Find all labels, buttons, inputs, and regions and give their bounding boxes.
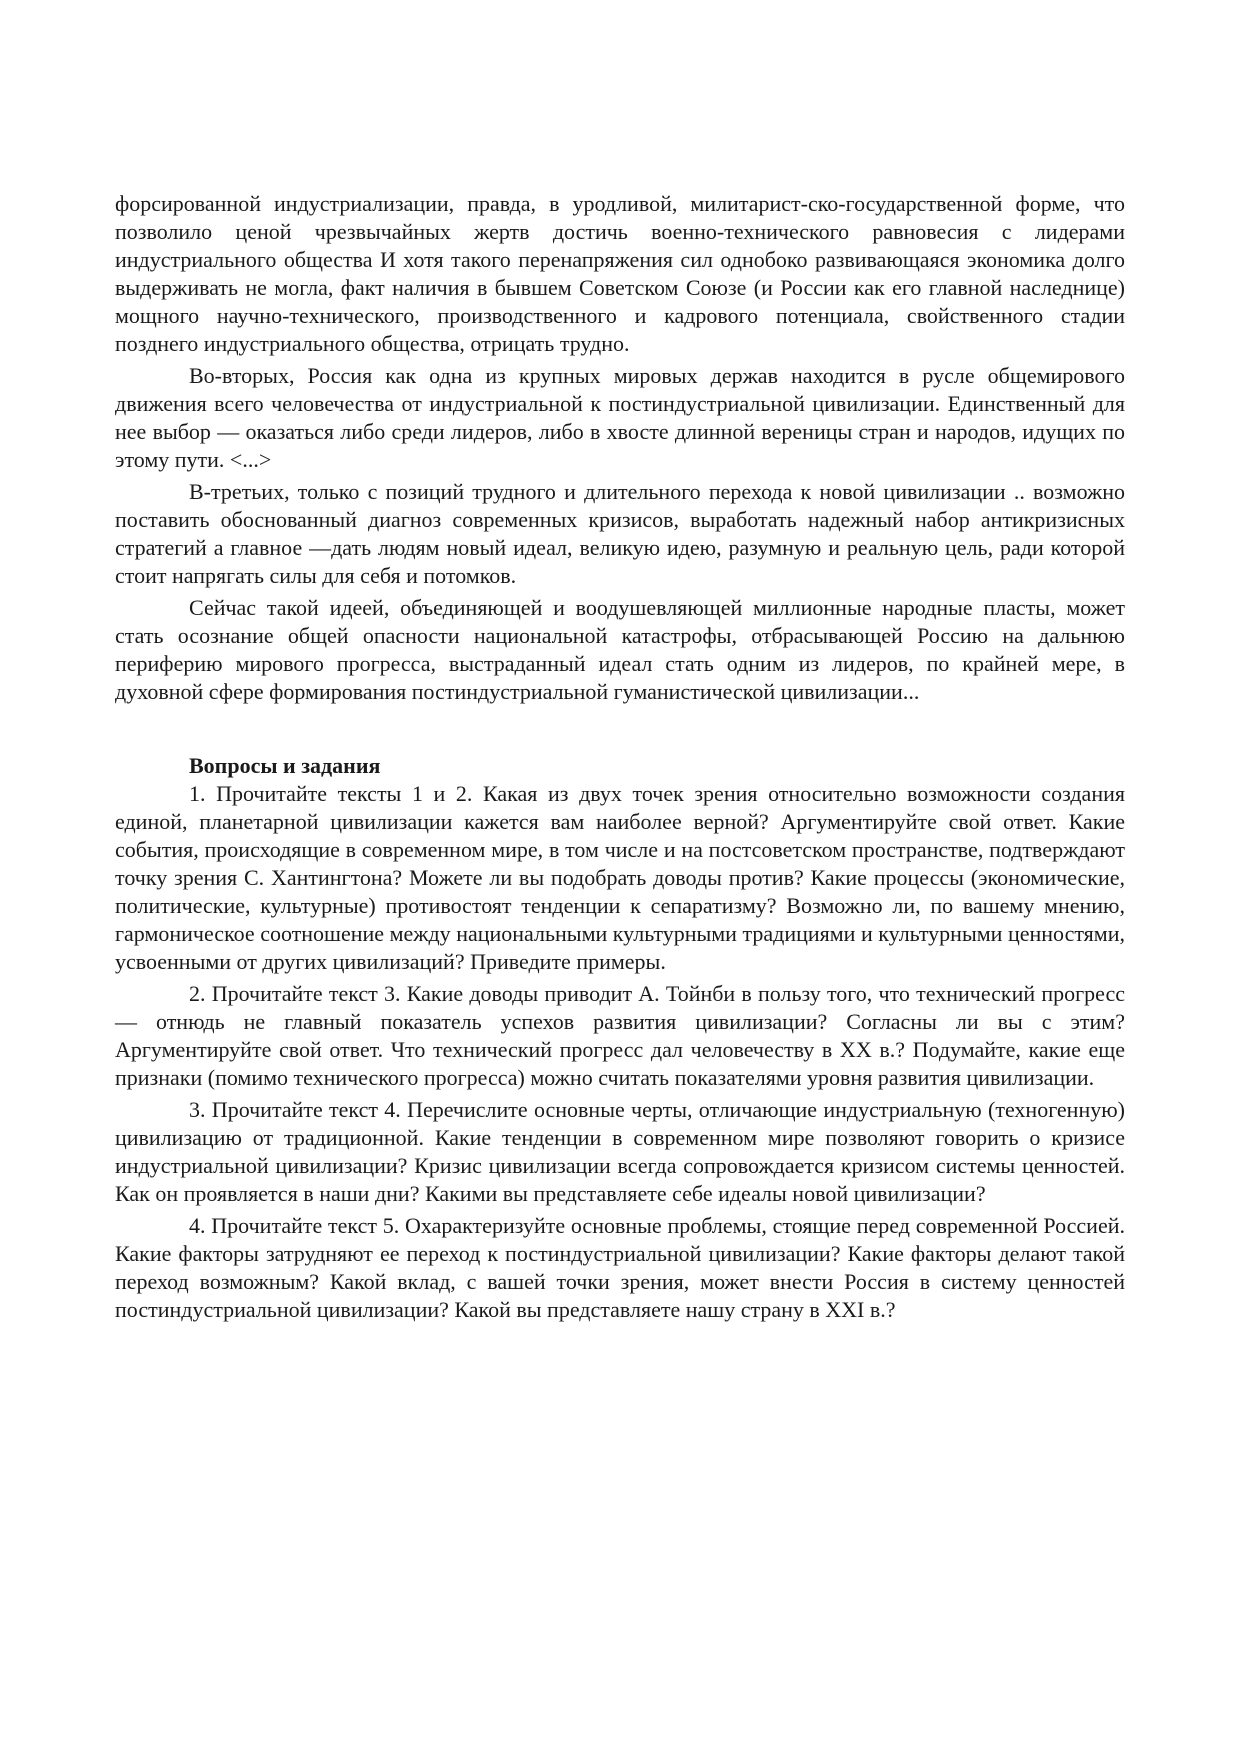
body-paragraph: Сейчас такой идеей, объединяющей и воодушевляющей миллионные народные пласты, может стать осознание общей опасности национальной катастрофы, отбрасывающей Россию на дальнюю периферию мирового прогресса, выстраданный идеал стать одним из лидеров, по крайней мере, в духовной сфере формирования постиндустриальной гуманистической цивилизации... [115, 595, 1125, 704]
question-item: 4. Прочитайте текст 5. Охарактеризуйте основные проблемы, стоящие перед современной Россией. Какие факторы затрудняют ее переход к постиндустриальной цивилизации? Какие факторы делают такой переход возможным? Какой вклад, с вашей точки зрения, может внести Россия в систему ценностей постиндустриальной цивилизации? Какой вы представляете нашу страну в XXI в.? [115, 1213, 1125, 1322]
body-paragraph: форсированной индустриализации, правда, в уродливой, милитарист-ско-государственной форме, что позволило ценой чрезвычайных жертв достичь военно-технического равновесия с лидерами индустриального общества И хотя такого перенапряжения сил однобоко развивающаяся экономика долго выдерживать не могла, факт наличия в бывшем Советском Союзе (и России как его главной наследнице) мощного научно-технического, производственного и кадрового потенциала, свойственного стадии позднего индустриального общества, отрицать трудно. [115, 191, 1125, 356]
body-paragraph: В-третьих, только с позиций трудного и длительного перехода к новой цивилизации .. возможно поставить обоснованный диагноз современных кризисов, выработать надежный набор антикризисных стратегий а главное —дать людям новый идеал, великую идею, разумную и реальную цель, ради которой стоит напрягать силы для себя и потомков. [115, 479, 1125, 588]
question-item: 1. Прочитайте тексты 1 и 2. Какая из двух точек зрения относительно возможности создания единой, планетарной цивилизации кажется вам наиболее верной? Аргументируйте свой ответ. Какие события, происходящие в современном мире, в том числе и на постсоветском пространстве, подтверждают точку зрения С. Хантингтона? Можете ли вы подобрать доводы против? Какие процессы (экономические, политические, культурные) противостоят тенденции к сепаратизму? Возможно ли, по вашему мнению, гармоническое соотношение между национальными культурными традициями и культурными ценностями, усвоенными от других цивилизаций? Приведите примеры. [115, 781, 1125, 974]
section-heading: Вопросы и задания [189, 753, 381, 778]
document-page [115, 190, 1125, 1324]
question-item: 3. Прочитайте текст 4. Перечислите основные черты, отличающие индустриальную (техногенную) цивилизацию от традиционной. Какие тенденции в современном мире позволяют говорить о кризисе индустриальной цивилизации? Кризис цивилизации всегда сопровождается кризисом системы ценностей. Как он проявляется в наши дни? Какими вы представляете себе идеалы новой цивилизации? [115, 1097, 1125, 1206]
body-paragraph: Во-вторых, Россия как одна из крупных мировых держав находится в русле общемирового движения всего человечества от индустриальной к постиндустриальной цивилизации. Единственный для нее выбор — оказаться либо среди лидеров, либо в хвосте длинной вереницы стран и народов, идущих по этому пути. <...> [115, 363, 1125, 472]
question-item: 2. Прочитайте текст 3. Какие доводы приводит А. Тойнби в пользу того, что технический прогресс — отнюдь не главный показатель успехов развития цивилизации? Согласны ли вы с этим? Аргументируйте свой ответ. Что технический прогресс дал человечеству в XX в.? Подумайте, какие еще признаки (помимо технического прогресса) можно считать показателями уровня развития цивилизации. [115, 981, 1125, 1090]
